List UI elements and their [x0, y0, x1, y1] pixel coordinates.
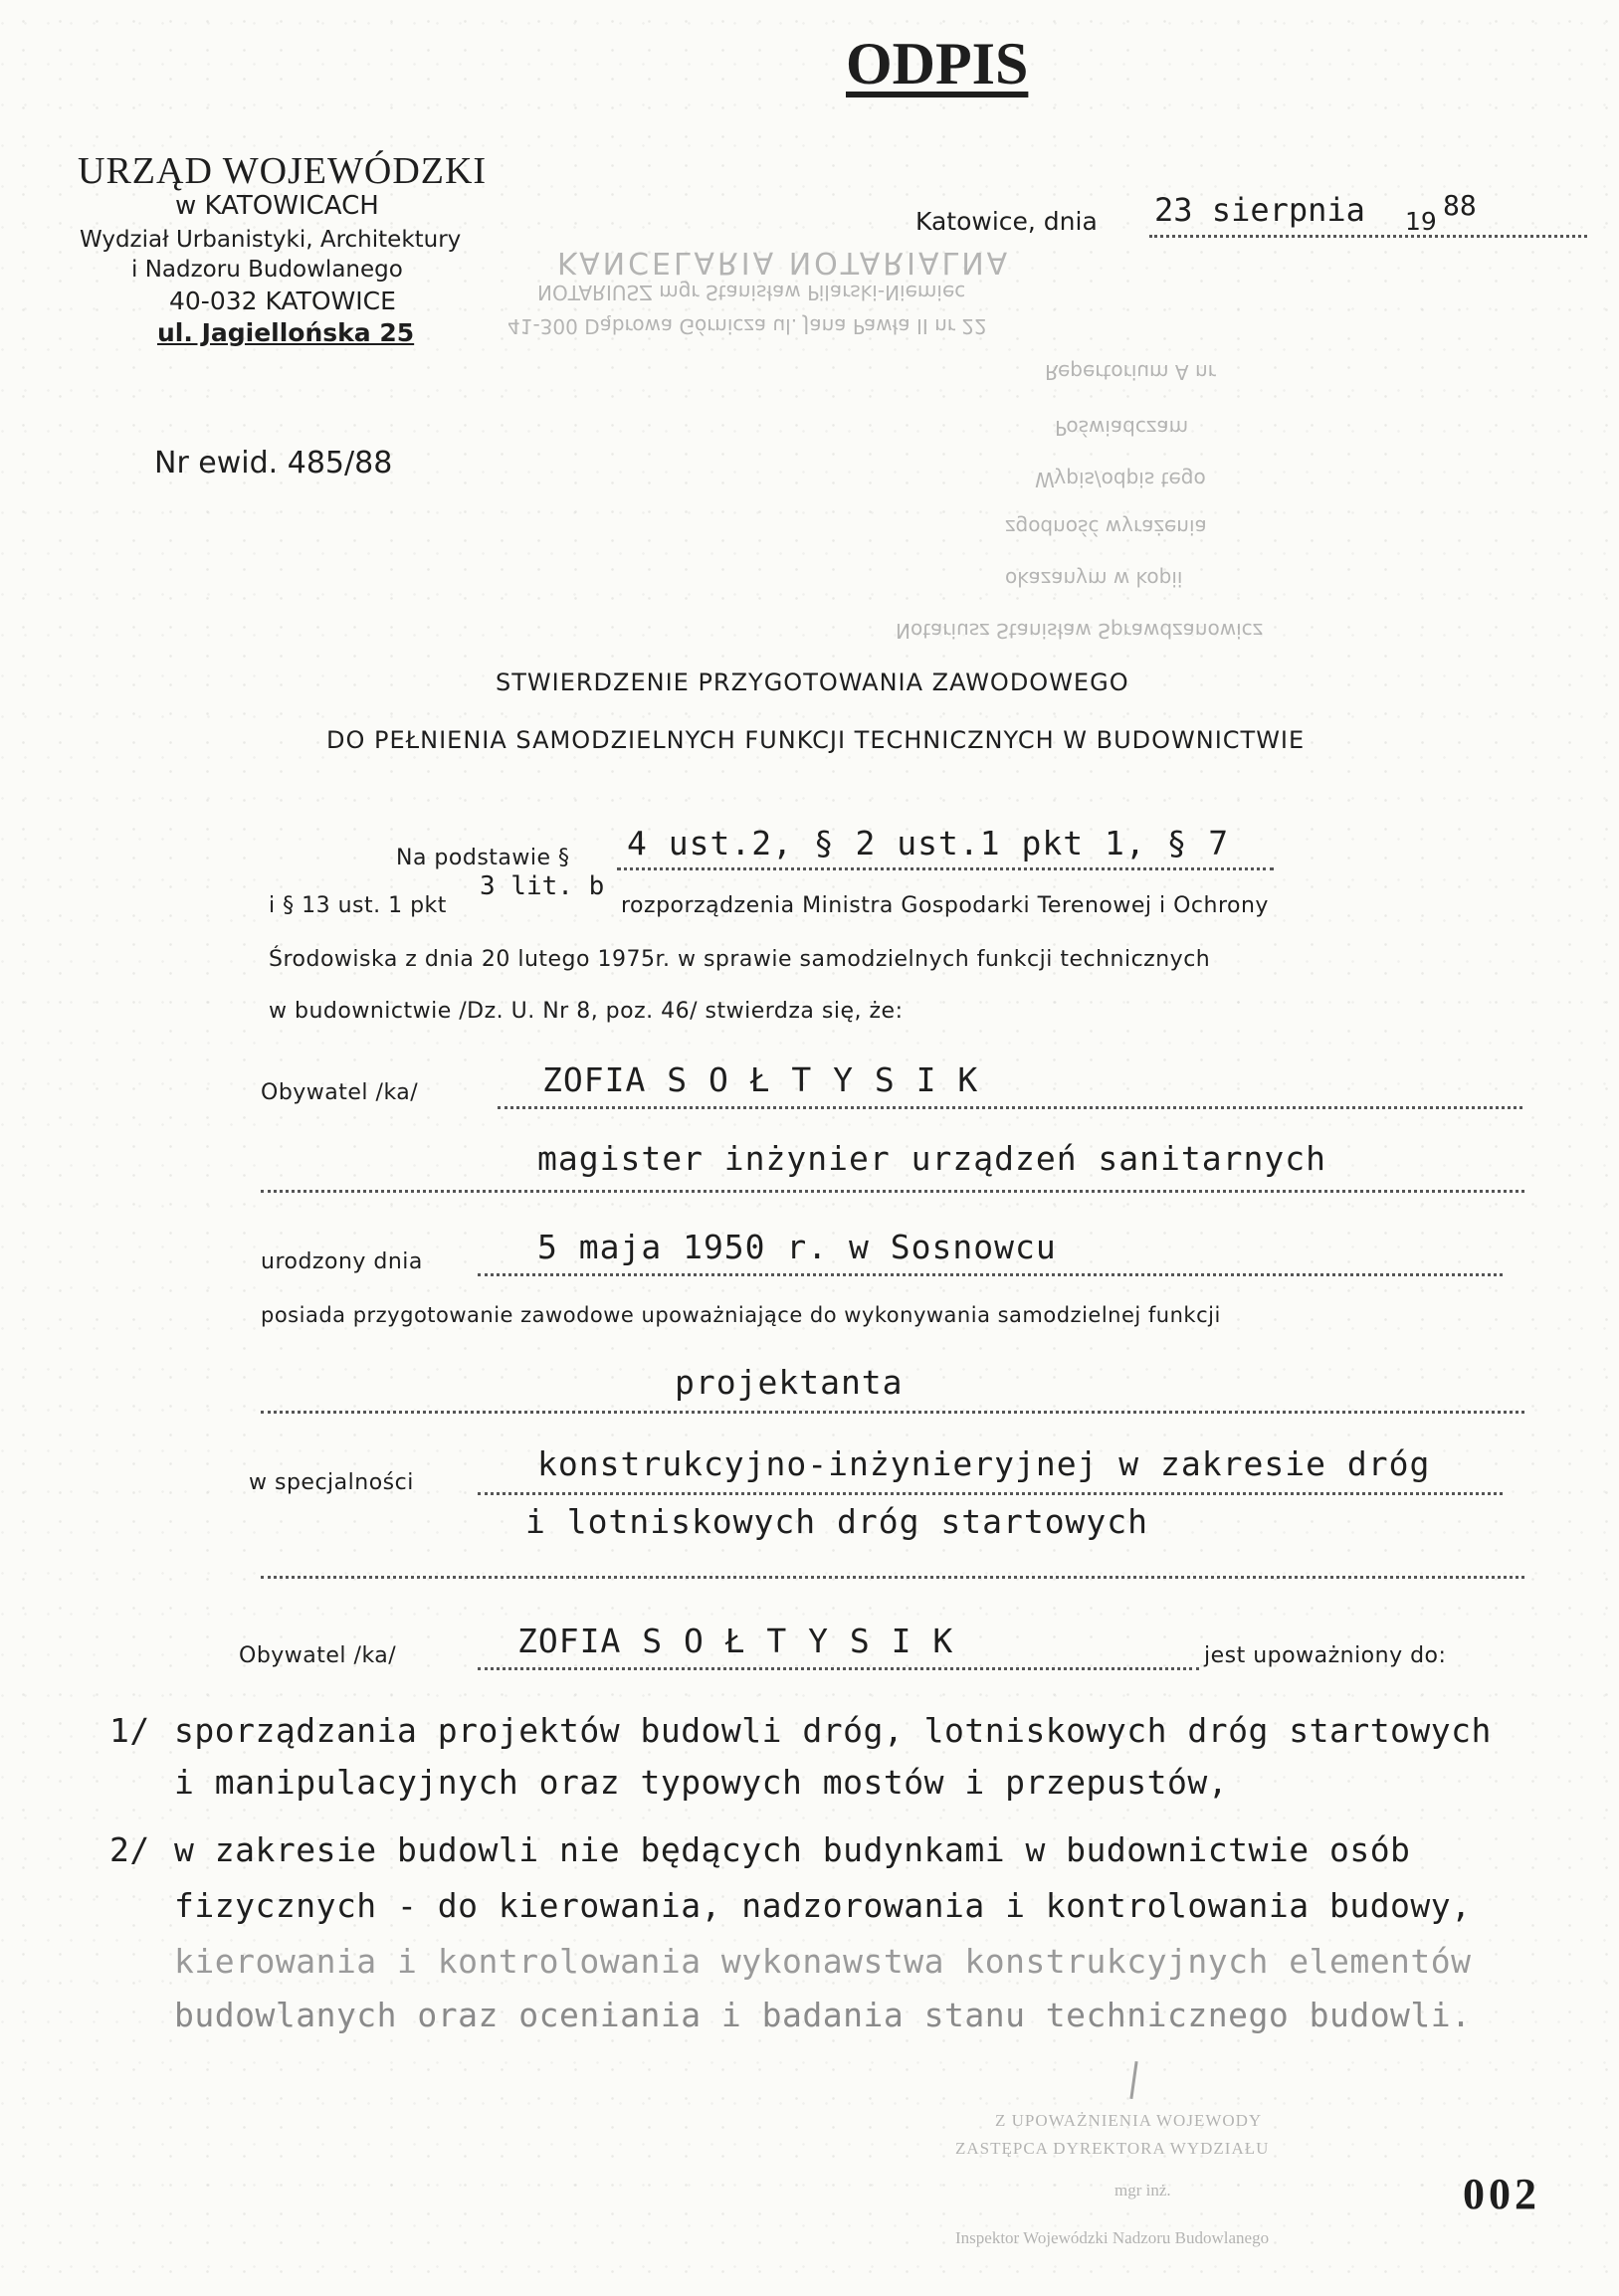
person-title: magister inżynier urządzeń sanitarnych: [537, 1139, 1326, 1178]
item-2-line-1: w zakresie budowli nie będących budynkami w budownictwie osób: [174, 1830, 1411, 1869]
person-title-dotted-line: [261, 1190, 1524, 1193]
stamp-line-8: okazanym w kopii: [1005, 567, 1183, 591]
qualification-text: posiada przygotowanie zawodowe upoważniające do wykonywania samodzielnej funkcji: [261, 1303, 1221, 1327]
legal-line-2-post: rozporządzenia Ministra Gospodarki Terenowej i Ochrony: [621, 893, 1269, 918]
office-dept2: i Nadzoru Budowlanego: [131, 257, 403, 283]
stamp-line-1: KANCELARIA NOTARIALNA: [557, 245, 1011, 280]
legal-line-2-pre: i § 13 ust. 1 pkt: [269, 893, 447, 918]
specialty-label: w specjalności: [249, 1470, 414, 1495]
signature-stamp-line-4: Inspektor Wojewódzki Nadzoru Budowlanego: [955, 2228, 1270, 2247]
born-label: urodzony dnia: [261, 1249, 423, 1274]
born-value: 5 maja 1950 r. w Sosnowcu: [537, 1228, 1057, 1266]
item-2-line-2: fizycznych - do kierowania, nadzorowania i kontrolowania budowy,: [174, 1886, 1472, 1925]
function-dotted-line: [261, 1411, 1524, 1414]
heading-line-1: STWIERDZENIE PRZYGOTOWANIA ZAWODOWEGO: [496, 669, 1129, 696]
item-1-number: 1/: [109, 1711, 150, 1750]
person-name: ZOFIA S O Ł T Y S I K: [542, 1060, 979, 1099]
function-value: projektanta: [675, 1363, 904, 1402]
basis-dotted-line: [617, 867, 1274, 870]
stamp-line-4: Repertorium A nr: [1045, 360, 1216, 384]
auth-name: ZOFIA S O Ł T Y S I K: [517, 1622, 954, 1660]
date-prefix: Katowice, dnia: [915, 207, 1098, 236]
legal-line-4: w budownictwie /Dz. U. Nr 8, poz. 46/ stwierdza się, że:: [269, 999, 904, 1024]
item-1-line-2: i manipulacyjnych oraz typowych mostów i przepustów,: [174, 1763, 1229, 1802]
auth-suffix: jest upoważniony do:: [1204, 1643, 1447, 1668]
signature-mark: [1129, 2061, 1137, 2099]
office-name: URZĄD WOJEWÓDZKI: [78, 150, 488, 192]
legal-line-2-fill: 3 lit. b: [480, 871, 605, 901]
registry-number: Nr ewid. 485/88: [154, 446, 393, 480]
person-name-dotted-line: [498, 1106, 1522, 1109]
date-dotted-line: [1149, 235, 1587, 238]
item-2-line-3: kierowania i kontrolowania wykonawstwa konstrukcyjnych elementów: [174, 1942, 1472, 1981]
auth-dotted-line: [478, 1667, 1199, 1670]
stamp-line-9: Notariusz Stanisław Sprawdzanowicz: [896, 619, 1264, 643]
office-city: w KATOWICACH: [175, 191, 379, 221]
document-title: ODPIS: [846, 31, 1029, 96]
signature-stamp-line-2: ZASTĘPCA DYREKTORA WYDZIAŁU: [955, 2139, 1270, 2158]
auth-label: Obywatel /ka/: [239, 1643, 397, 1668]
signature-stamp-line-3: mgr inż.: [1114, 2181, 1171, 2200]
stamp-line-5: Poświadczam: [1055, 416, 1189, 440]
office-postcode: 40-032 KATOWICE: [169, 287, 396, 315]
specialty-line-1: konstrukcyjno-inżynieryjnej w zakresie dróg: [537, 1444, 1431, 1483]
basis-fill: 4 ust.2, § 2 ust.1 pkt 1, § 7: [627, 824, 1230, 862]
stamp-line-6: Wypis/odpis tego: [1035, 468, 1206, 491]
stamp-line-7: zgodność wyrażenia: [1005, 515, 1207, 539]
stamp-line-3: 41-300 Dąbrowa Górnicza ul. Jana Pawła II nr 22: [507, 314, 987, 338]
item-2-number: 2/: [109, 1830, 150, 1869]
heading-line-2: DO PEŁNIENIA SAMODZIELNYCH FUNKCJI TECHNICZNYCH W BUDOWNICTWIE: [326, 726, 1306, 754]
basis-label: Na podstawie §: [396, 846, 570, 870]
specialty-line-2: i lotniskowych dróg startowych: [525, 1502, 1149, 1541]
person-label: Obywatel /ka/: [261, 1080, 419, 1105]
date-year-prefix: 19: [1405, 207, 1437, 236]
specialty-dotted-line-2: [261, 1576, 1524, 1579]
page-number: 002: [1463, 2170, 1540, 2218]
legal-line-3: Środowiska z dnia 20 lutego 1975r. w sprawie samodzielnych funkcji technicznych: [269, 947, 1211, 972]
item-1-line-1: sporządzania projektów budowli dróg, lotniskowych dróg startowych: [174, 1711, 1492, 1750]
stamp-line-2: NOTARIUSZ mgr Stanisław Pilarski-Niemiec: [537, 281, 966, 304]
office-street: ul. Jagiellońska 25: [157, 318, 415, 347]
date-year-suffix: 88: [1443, 189, 1477, 222]
office-dept1: Wydział Urbanistyki, Architektury: [80, 227, 462, 253]
born-dotted-line: [478, 1273, 1503, 1276]
date-day-month: 23 sierpnia: [1154, 191, 1365, 229]
signature-stamp-line-1: Z UPOWAŻNIENIA WOJEWODY: [995, 2111, 1263, 2130]
specialty-dotted-line-1: [478, 1492, 1503, 1495]
item-2-line-4: budowlanych oraz oceniania i badania stanu technicznego budowli.: [174, 1996, 1472, 2034]
